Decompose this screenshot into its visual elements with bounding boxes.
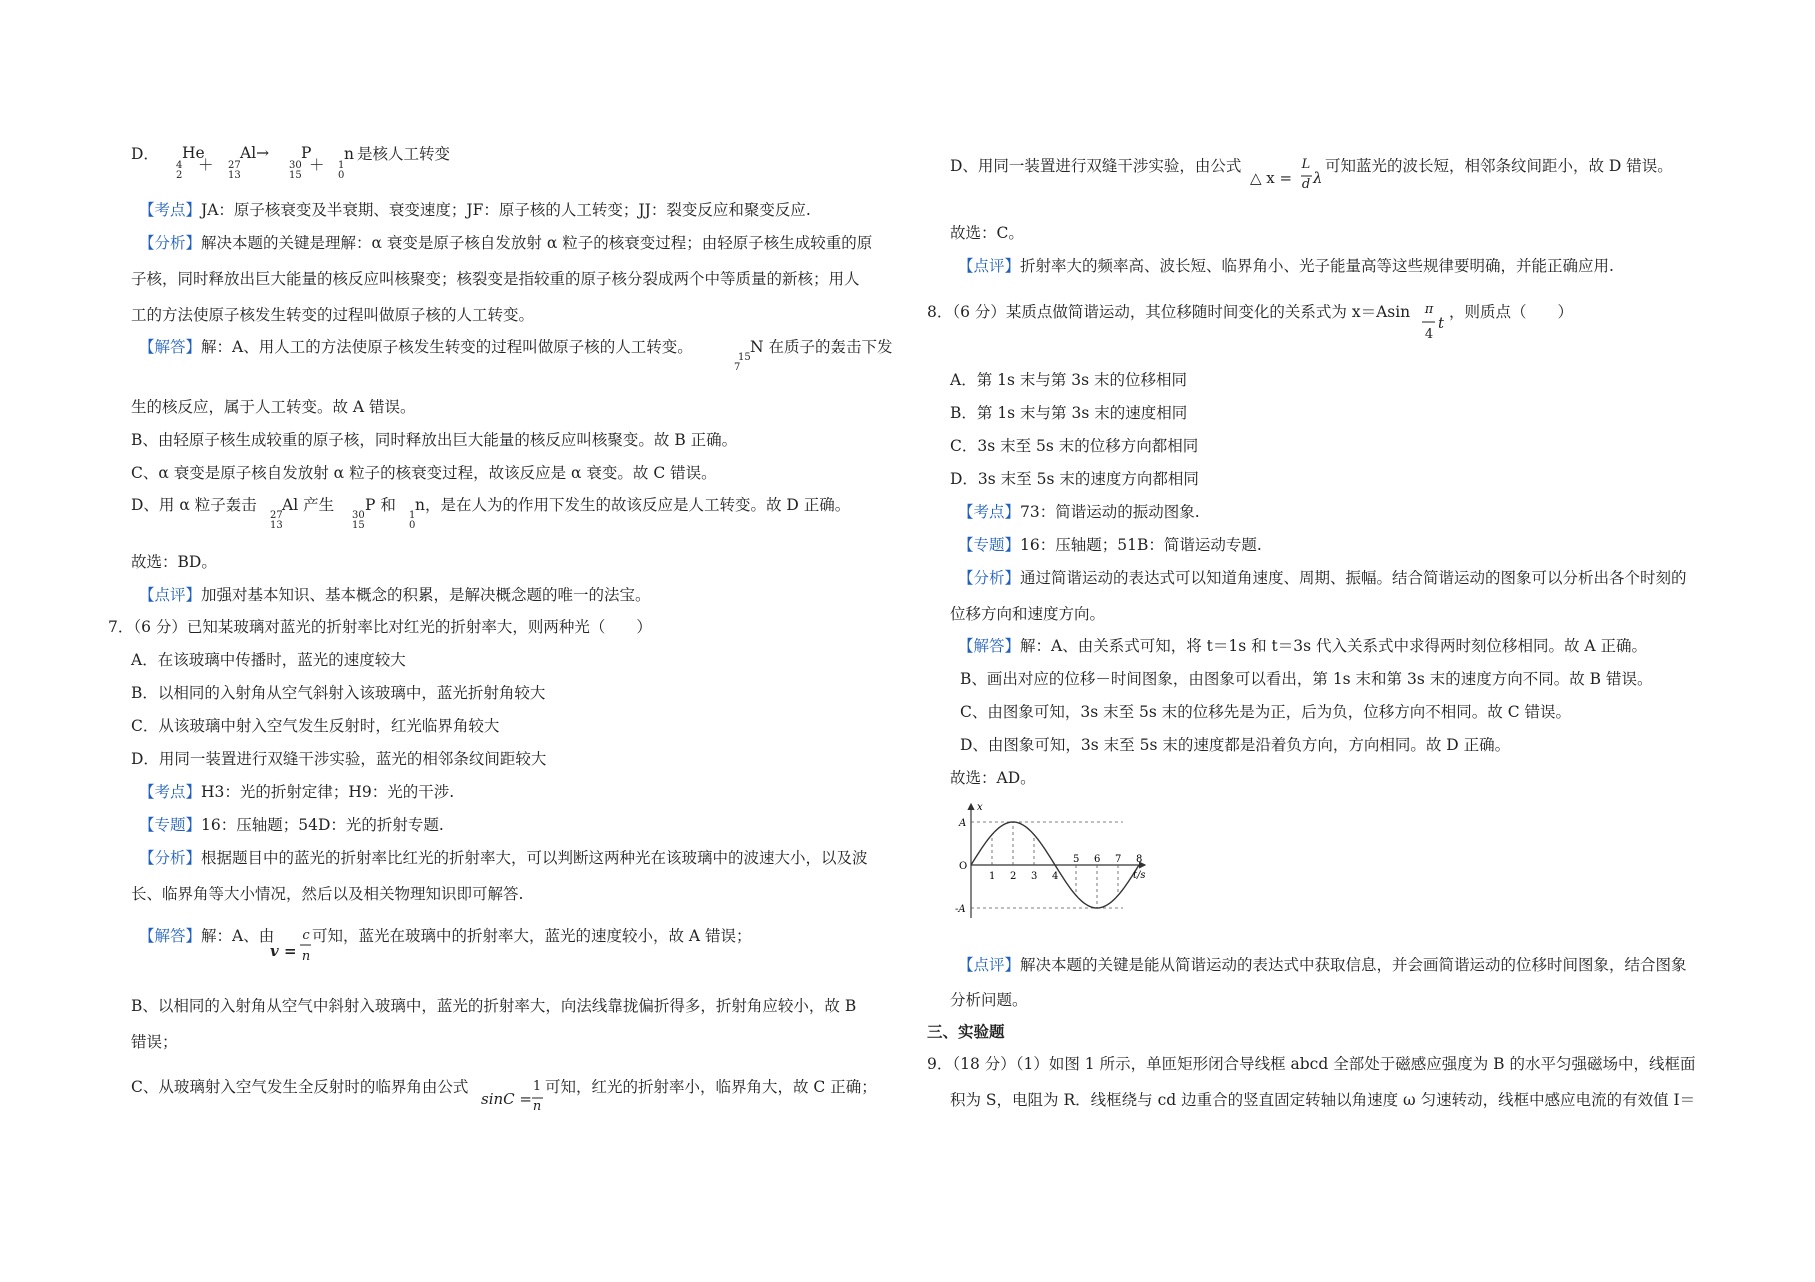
- al-z: 13: [228, 170, 241, 181]
- v-fraction-bar: [300, 943, 312, 947]
- n-mass: 1: [409, 510, 416, 521]
- p-symbol: P: [301, 144, 312, 162]
- v-denominator: n: [301, 949, 311, 964]
- q8-jieda-row: [958, 636, 1647, 656]
- p-symbol: P 和: [365, 496, 396, 514]
- fenxi-line: 工的方法使原子核发生转变的过程叫做原子核的人工转变。: [131, 306, 535, 324]
- al-z: 13: [270, 520, 283, 531]
- jieda-line: B、画出对应的位移－时间图象，由图象可以看出，第 1s 末和第 3s 末的速度方向不同。故 B 错误。: [960, 670, 1653, 688]
- fenxi-line: 长、临界角等大小情况，然后以及相关物理知识即可解答.: [131, 885, 524, 903]
- q8-option-b: B．第 1s 末与第 3s 末的速度相同: [950, 404, 1188, 422]
- p-mass: 30: [352, 510, 365, 521]
- dianping-tag: 【点评】: [139, 586, 202, 604]
- kaodian-tag: 【考点】: [139, 201, 202, 219]
- fenxi-tag: 【分析】: [958, 569, 1021, 587]
- x-axis-label: x: [977, 802, 983, 813]
- origin-label: O: [959, 861, 968, 872]
- sinc-numerator: 1: [532, 1079, 542, 1094]
- plus-sign: ＋: [309, 156, 325, 174]
- dx-fraction-bar: [1301, 174, 1313, 178]
- option-label: D．: [131, 145, 159, 163]
- plus-sign: ＋: [198, 156, 214, 174]
- q7-jieda-a-row: [139, 926, 274, 946]
- kaodian-text: JA：原子核衰变及半衰期、衰变速度；JF：原子核的人工转变；JJ：裂变反应和聚变反应.: [201, 201, 811, 219]
- jieda-c-pre: C、从玻璃射入空气发生全反射时的临界角由公式: [131, 1078, 469, 1096]
- jieda-a-pre: 解：A、由: [201, 927, 275, 945]
- q7-option-a: A．在该玻璃中传播时，蓝光的速度较大: [131, 651, 406, 669]
- dianping-line: 解决本题的关键是能从简谐运动的表达式中获取信息，并会画简谐运动的位移时间图象，结合图象: [1020, 956, 1687, 974]
- jieda-a-post: 可知，蓝光在玻璃中的折射率大，蓝光的速度较小，故 A 错误；: [312, 927, 752, 945]
- dianping-tag: 【点评】: [958, 257, 1021, 275]
- q7-kaodian-row: [139, 782, 454, 802]
- p-z: 15: [352, 520, 365, 531]
- jieda-c-post: 可知，红光的折射率小，临界角大，故 C 正确；: [545, 1078, 877, 1096]
- tick-labels: [989, 854, 1142, 882]
- q7-dianping-row: [958, 256, 1614, 276]
- kaodian-text: 73：简谐运动的振动图象.: [1020, 503, 1200, 521]
- q8-answer-line: 故选：AD。: [950, 769, 1036, 787]
- q8-zhuanti-row: [958, 535, 1262, 555]
- jieda-tag: 【解答】: [958, 637, 1021, 655]
- he-symbol: He: [182, 144, 205, 162]
- q8-stem-pre: 8．（6 分）某质点做简谐运动，其位移随时间变化的关系式为 x＝Asin: [927, 303, 1411, 321]
- al-symbol: Al 产生: [282, 496, 335, 514]
- q8-fraction-bar: [1422, 320, 1436, 324]
- q8-stem-post: ，则质点（ ）: [1449, 303, 1574, 321]
- neg-amplitude-label: -A: [955, 904, 966, 915]
- jieda-line: D、由图象可知，3s 末至 5s 末的速度都是沿着负方向，方向相同。故 D 正确。: [960, 736, 1511, 754]
- q9-line: 积为 S，电阻为 R．线框绕与 cd 边重合的竖直固定转轴以角速度 ω 匀速转动，线框中感应电流的有效值 I＝: [950, 1091, 1696, 1109]
- dianping-tag: 【点评】: [958, 956, 1021, 974]
- fenxi-line: 通过简谐运动的表达式可以知道角速度、周期、振幅。结合简谐运动的图象可以分析出各个时刻的: [1020, 569, 1687, 587]
- tick-label: 2: [1010, 871, 1017, 882]
- zhuanti-text: 16：压轴题；54D：光的折射专题.: [201, 816, 444, 834]
- kaodian-tag: 【考点】: [139, 783, 202, 801]
- v-numerator: c: [302, 928, 310, 943]
- option-text: 是核人工转变: [357, 145, 451, 163]
- jieda-tag: 【解答】: [139, 338, 202, 356]
- tick-label: 1: [989, 871, 996, 882]
- jieda-line: 解：A、由关系式可知，将 t＝1s 和 t＝3s 代入关系式中求得两时刻位移相同。故 A 正确。: [1020, 637, 1648, 655]
- fenxi-tag: 【分析】: [139, 849, 202, 867]
- jieda-tag: 【解答】: [139, 927, 202, 945]
- p-mass: 30: [289, 160, 302, 171]
- jieda-b-line: 错误；: [131, 1033, 178, 1051]
- amplitude-label: A: [959, 818, 967, 829]
- q7-jieda-d-pre: D、用同一装置进行双缝干涉实验，由公式: [950, 157, 1242, 175]
- sinc-formula: sinC =: [481, 1090, 532, 1108]
- q7-jieda-d-post: 可知蓝光的波长短，相邻条纹间距小，故 D 错误。: [1325, 157, 1673, 175]
- tick-label: 7: [1115, 854, 1122, 865]
- p-z: 15: [289, 170, 302, 181]
- he-z: 2: [176, 170, 183, 181]
- jieda-d-pre: D、用 α 粒子轰击: [131, 496, 257, 514]
- fenxi-tag: 【分析】: [139, 234, 202, 252]
- jieda-line: B、由轻原子核生成较重的原子核，同时释放出巨大能量的核反应叫核聚变。故 B 正确。: [131, 431, 738, 449]
- fenxi-row: [139, 233, 872, 253]
- dianping-text: 折射率大的频率高、波长短、临界角小、光子能量高等这些规律要明确，并能正确应用.: [1020, 257, 1614, 275]
- q7-option-d: D．用同一装置进行双缝干涉实验，蓝光的相邻条纹间距较大: [131, 750, 547, 768]
- tick-label: 8: [1136, 854, 1143, 865]
- zhuanti-tag: 【专题】: [958, 536, 1021, 554]
- q8-dianping-row: [958, 955, 1687, 975]
- q8-kaodian-row: [958, 502, 1200, 522]
- q8-t: t: [1438, 314, 1445, 332]
- fenxi-line: 位移方向和速度方向。: [950, 605, 1106, 623]
- nitrogen-mass: 15: [738, 352, 751, 363]
- jieda-row: [139, 337, 693, 357]
- dx-formula: △ x =: [1250, 169, 1293, 187]
- dianping-line: 分析问题。: [950, 991, 1028, 1009]
- dianping-row: [139, 585, 651, 605]
- q8-option-a: A．第 1s 末与第 3s 末的位移相同: [950, 371, 1188, 389]
- dianping-text: 加强对基本知识、基本概念的积累，是解决概念题的唯一的法宝。: [201, 586, 651, 604]
- q7-stem: 7．（6 分）已知某玻璃对蓝光的折射率比对红光的折射率大，则两种光（ ）: [108, 618, 652, 636]
- al-symbol: Al→: [240, 144, 270, 162]
- jieda-b-line: B、以相同的入射角从空气中斜射入玻璃中，蓝光的折射率大，向法线靠拢偏折得多，折射角应较小，故 B: [131, 997, 857, 1015]
- section-heading: 三、实验题: [927, 1022, 1005, 1041]
- dx-denominator: d: [1301, 177, 1311, 192]
- kaodian-tag: 【考点】: [958, 503, 1021, 521]
- al-mass: 27: [228, 160, 241, 171]
- q8-option-d: D．3s 末至 5s 末的速度方向都相同: [950, 470, 1199, 488]
- jieda-line: C、由图象可知，3s 末至 5s 末的位移先是为正，后为负，位移方向不相同。故 C 错误。: [960, 703, 1571, 721]
- n-text: n，是在人为的作用下发生的故该反应是人工转变。故 D 正确。: [415, 496, 851, 514]
- jieda-line: 生的核反应，属于人工转变。故 A 错误。: [131, 398, 416, 416]
- shm-graph: [955, 800, 1155, 925]
- q8-four: 4: [1424, 327, 1434, 342]
- he-mass: 4: [176, 160, 183, 171]
- q7-option-c: C．从该玻璃中射入空气发生反射时，红光临界角较大: [131, 717, 500, 735]
- zhuanti-tag: 【专题】: [139, 816, 202, 834]
- jieda-line: C、α 衰变是原子核自发放射 α 粒子的核衰变过程，故该反应是 α 衰变。故 C 错误。: [131, 464, 717, 482]
- q8-pi: π: [1424, 302, 1434, 317]
- fenxi-line: 根据题目中的蓝光的折射率比红光的折射率大，可以判断这两种光在该玻璃中的波速大小，以及波: [201, 849, 868, 867]
- q7-zhuanti-row: [139, 815, 444, 835]
- n-symbol: n: [344, 145, 354, 163]
- al-mass: 27: [270, 510, 283, 521]
- q7-answer-line: 故选：C。: [950, 224, 1024, 242]
- zhuanti-text: 16：压轴题；51B：简谐运动专题.: [1020, 536, 1262, 554]
- t-axis-label: t/s: [1133, 870, 1146, 881]
- tick-label: 6: [1094, 854, 1101, 865]
- q7-fenxi-row: [139, 848, 868, 868]
- sinc-fraction-bar: [532, 1096, 544, 1100]
- tick-label: 4: [1052, 871, 1059, 882]
- jieda-line: 解：A、用人工的方法使原子核发生转变的过程叫做原子核的人工转变。: [201, 338, 693, 356]
- n-mass: 1: [338, 160, 345, 171]
- n-z: 0: [409, 520, 416, 531]
- dx-numerator: L: [1301, 157, 1311, 172]
- kaodian-text: H3：光的折射定律；H9：光的干涉.: [201, 783, 455, 801]
- q8-option-c: C．3s 末至 5s 末的位移方向都相同: [950, 437, 1199, 455]
- fenxi-line: 解决本题的关键是理解：α 衰变是原子核自发放射 α 粒子的核衰变过程；由轻原子核生成较重的原: [201, 234, 873, 252]
- nitrogen-text: N 在质子的轰击下发: [750, 338, 893, 356]
- q8-fenxi-row: [958, 568, 1687, 588]
- v-formula: v =: [270, 942, 297, 960]
- n-z: 0: [338, 170, 345, 181]
- sinc-denominator: n: [532, 1099, 542, 1114]
- kaodian-row: [139, 200, 811, 220]
- q7-option-b: B．以相同的入射角从空气斜射入该玻璃中，蓝光折射角较大: [131, 684, 546, 702]
- q9-line: 9．（18 分）（1）如图 1 所示，单匝矩形闭合导线框 abcd 全部处于磁感应强度为 B 的水平匀强磁场中，线框面: [927, 1055, 1696, 1073]
- tick-label: 3: [1031, 871, 1038, 882]
- dx-lambda: λ: [1313, 169, 1323, 187]
- answer-line: 故选：BD。: [131, 553, 217, 571]
- nitrogen-z: 7: [734, 362, 741, 373]
- fenxi-line: 子核，同时释放出巨大能量的核反应叫核聚变；核裂变是指较重的原子核分裂成两个中等质量的新核；用人: [131, 270, 860, 288]
- tick-label: 5: [1073, 854, 1080, 865]
